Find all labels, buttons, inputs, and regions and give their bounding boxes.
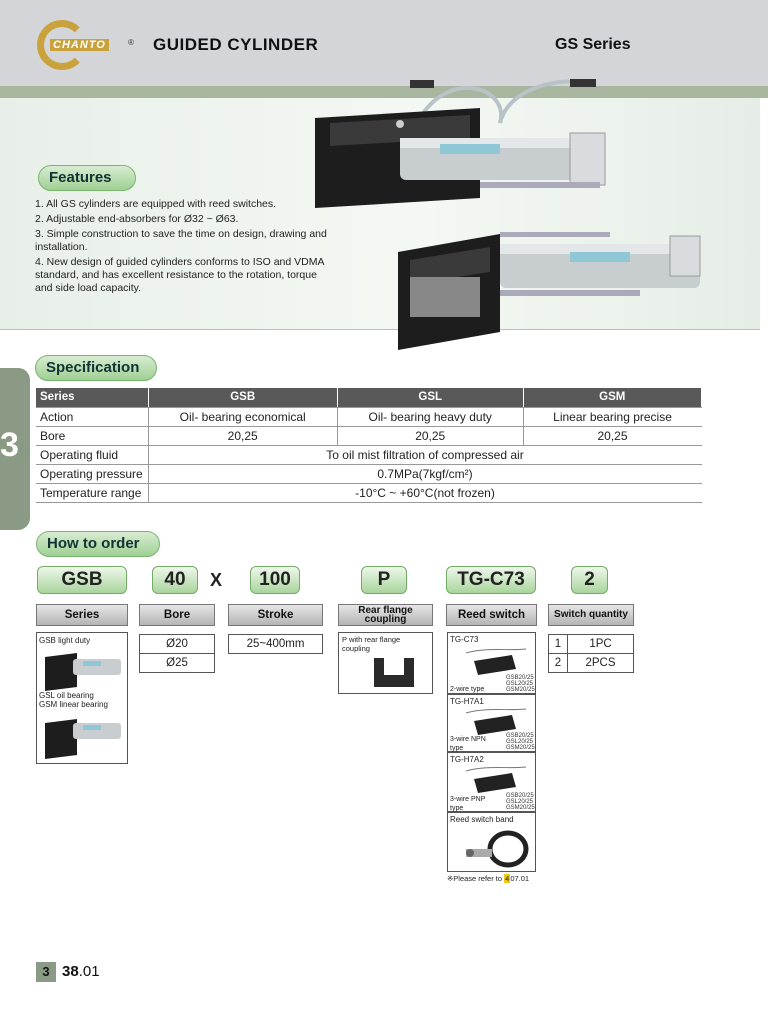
series-title: GS Series: [555, 36, 631, 53]
switch-model: GSL20/25: [506, 739, 534, 745]
table-cell: Oil- bearing economical: [148, 407, 337, 426]
feature-item: 4. New design of guided cylinders conforms to ISO and VDMA standard, and has excellent resistance to the rotation, torque and side load capacity.: [35, 256, 324, 294]
table-cell: 20,25: [337, 426, 523, 445]
switch-name: TG-H7A2: [450, 755, 484, 764]
table-cell: 20,25: [148, 426, 337, 445]
switch-model: GSB20/25: [506, 793, 534, 799]
specification-table: [36, 388, 702, 503]
reed-switch-option-tg-h7a1: [447, 694, 536, 752]
chapter-number: 3: [0, 426, 19, 464]
code-separator-x: X: [210, 570, 223, 590]
logo-registered-mark: ®: [128, 38, 134, 47]
feature-item: 1. All GS cylinders are equipped with reed switches.: [35, 198, 277, 210]
note-suffix: 07.01: [510, 874, 530, 883]
bore-option-20: Ø20: [139, 634, 215, 654]
reed-switch-band-box: [447, 812, 536, 872]
switch-model: GSM20/25: [506, 687, 535, 693]
switch-type: 3-wire NPN type: [450, 736, 486, 752]
footer-page-number: [62, 963, 100, 980]
series-gsb-label: GSB light duty: [39, 636, 91, 645]
row-label: Bore: [36, 426, 148, 445]
column-header: Series: [36, 388, 148, 407]
code-switch-quantity: 2: [571, 566, 608, 594]
table-row: [36, 426, 702, 445]
code-stroke: 100: [250, 566, 300, 594]
switch-name: TG-H7A1: [450, 697, 484, 706]
header-stroke: Stroke: [228, 604, 323, 626]
quantity-number: 2: [548, 653, 568, 673]
page-number-rest: .01: [78, 963, 100, 980]
row-label: Action: [36, 407, 148, 426]
column-header: GSL: [337, 388, 523, 407]
switch-model: GSB20/25: [506, 675, 534, 681]
coupling-option-box: [338, 632, 433, 694]
logo-text: CHANTO: [50, 39, 109, 51]
bore-option-25: Ø25: [139, 653, 215, 673]
column-header: GSM: [523, 388, 701, 407]
table-row: [36, 445, 702, 464]
series-option-box: [36, 632, 128, 764]
switch-type: 2-wire type: [450, 686, 485, 693]
switch-model: GSL20/25: [506, 799, 534, 805]
table-row: [36, 407, 702, 426]
feature-item: 3. Simple construction to save the time on design, drawing and installation.: [35, 228, 327, 253]
chapter-side-tab: [0, 368, 30, 530]
footer-chapter-number: 3: [36, 962, 56, 982]
series-gsl-gsm-label: GSL oil bearing GSM linear bearing: [39, 691, 108, 709]
code-reed-switch: TG-C73: [446, 566, 536, 594]
quantity-label: 1PC: [567, 634, 634, 654]
specification-heading: Specification: [35, 355, 157, 381]
code-series: GSB: [37, 566, 127, 594]
switch-name: Reed switch band: [450, 815, 514, 824]
reed-switch-option-tg-h7a2: [447, 752, 536, 812]
reed-switch-band-image: [460, 827, 530, 871]
reed-switch-image: [466, 647, 528, 677]
column-header: GSB: [148, 388, 337, 407]
how-to-order-heading: How to order: [36, 531, 160, 557]
row-label: Operating fluid: [36, 445, 148, 464]
code-coupling: P: [361, 566, 407, 594]
cylinder-product-image-2: [390, 222, 710, 352]
table-cell: -10°C ~ +60°C(not frozen): [148, 483, 702, 502]
page-number-bold: 38: [62, 963, 79, 980]
note-highlight: 4: [505, 874, 510, 883]
feature-item: 2. Adjustable end-absorbers for Ø32 ~ Ø63.: [35, 213, 239, 225]
table-row: [36, 483, 702, 502]
header-rear-flange-coupling: Rear flange coupling: [338, 604, 433, 626]
switch-model: GSB20/25: [506, 733, 534, 739]
table-header-row: [36, 388, 702, 407]
table-cell: To oil mist filtration of compressed air: [148, 445, 702, 464]
quantity-number: 1: [548, 634, 568, 654]
code-bore: 40: [152, 566, 198, 594]
quantity-label: 2PCS: [567, 653, 634, 673]
coupling-label: P with rear flange coupling: [342, 635, 401, 653]
reed-switch-option-tg-c73: [447, 632, 536, 694]
header-switch-quantity: Switch quantity: [548, 604, 634, 626]
table-cell: Linear bearing precise: [523, 407, 701, 426]
table-row: [36, 464, 702, 483]
features-heading: Features: [38, 165, 136, 191]
note-prefix: ※Please refer to: [447, 874, 505, 883]
rear-flange-coupling-image: [369, 653, 419, 691]
gsb-cylinder-image: [43, 647, 123, 691]
switch-model: GSM20/25: [506, 745, 535, 751]
header-series: Series: [36, 604, 128, 626]
header-reed-switch: Reed switch: [446, 604, 537, 626]
table-cell: Oil- bearing heavy duty: [337, 407, 523, 426]
switch-name: TG-C73: [450, 635, 479, 644]
row-label: Temperature range: [36, 483, 148, 502]
header-bore: Bore: [139, 604, 215, 626]
features-list: [35, 198, 335, 297]
row-label: Operating pressure: [36, 464, 148, 483]
switch-model: GSM20/25: [506, 805, 535, 811]
reed-switch-image: [466, 765, 528, 795]
page-header: [0, 0, 768, 86]
reference-note: [447, 874, 529, 883]
switch-type: 3-wire PNP type: [450, 796, 486, 812]
stroke-range: 25~400mm: [228, 634, 323, 654]
table-cell: 20,25: [523, 426, 701, 445]
page-title: GUIDED CYLINDER: [153, 35, 319, 54]
gsl-gsm-cylinder-image: [43, 713, 123, 759]
table-cell: 0.7MPa(7kgf/cm²): [148, 464, 702, 483]
switch-model: GSL20/25: [506, 681, 534, 687]
